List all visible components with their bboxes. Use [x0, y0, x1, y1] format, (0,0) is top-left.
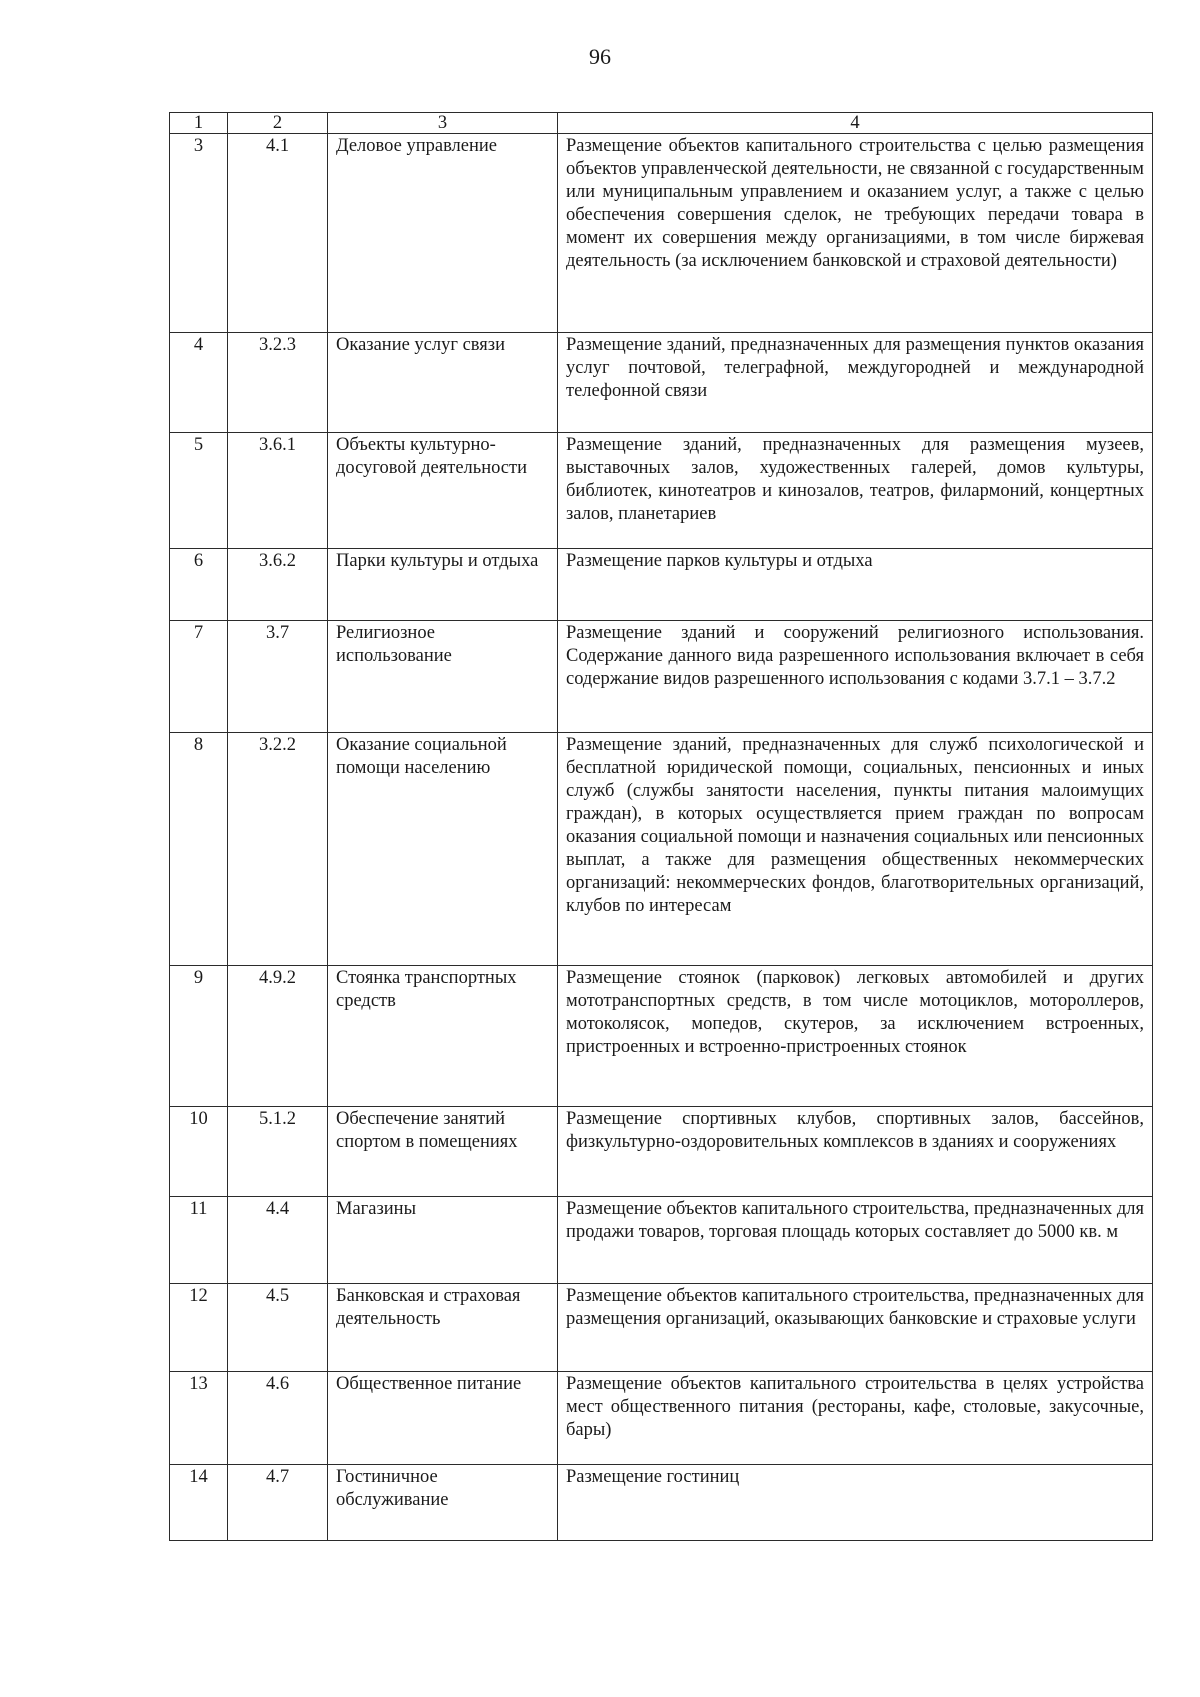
- header-row: [170, 113, 1153, 134]
- use-description: Размещение зданий, предназначенных для служб психологической и бесплатной юридической помощи, социальных, пенсионных и иных служб (службы занятости населения, пункты питания малоимущих граждан), в которых осуществляется прием граждан по вопросам оказания социальной помощи и назначения социальных или пенсионных выплат, а также для размещения общественных некоммерческих организаций: некоммерческих фондов, благотворительных организаций, клубов по интересам: [558, 733, 1153, 966]
- use-description: Размещение объектов капитального строительства, предназначенных для продажи товаров, торговая площадь которых составляет до 5000 кв. м: [558, 1197, 1153, 1284]
- use-description: Размещение стоянок (парковок) легковых автомобилей и других мототранспортных средств, в том числе мотоциклов, мотороллеров, мотоколясок, мопедов, скутеров, за исключением встроенных, пристроенных и встроенно-пристроенных стоянок: [558, 966, 1153, 1107]
- row-number: 13: [170, 1372, 228, 1465]
- use-code: 3.6.2: [228, 549, 328, 621]
- use-code: 4.9.2: [228, 966, 328, 1107]
- use-description: Размещение объектов капитального строительства в целях устройства мест общественного питания (рестораны, кафе, столовые, закусочные, бары): [558, 1372, 1153, 1465]
- use-code: 3.2.2: [228, 733, 328, 966]
- table-row: [170, 1372, 1153, 1465]
- use-code: 3.7: [228, 621, 328, 733]
- use-description: Размещение зданий, предназначенных для размещения музеев, выставочных залов, художественных галерей, домов культуры, библиотек, кинотеатров и кинозалов, театров, филармоний, концертных залов, планетариев: [558, 433, 1153, 549]
- use-name: Обеспечение занятий спортом в помещениях: [328, 1107, 558, 1197]
- row-number: 7: [170, 621, 228, 733]
- use-code: 5.1.2: [228, 1107, 328, 1197]
- use-code: 4.6: [228, 1372, 328, 1465]
- table-row: [170, 1107, 1153, 1197]
- table-row: [170, 621, 1153, 733]
- row-number: 4: [170, 333, 228, 433]
- header-col-2: 2: [228, 113, 328, 134]
- use-description: Размещение зданий, предназначенных для размещения пунктов оказания услуг почтовой, телеграфной, междугородней и международной телефонной связи: [558, 333, 1153, 433]
- use-name: Объекты культурно-досуговой деятельности: [328, 433, 558, 549]
- use-name: Оказание социальной помощи населению: [328, 733, 558, 966]
- row-number: 11: [170, 1197, 228, 1284]
- use-name: Оказание услуг связи: [328, 333, 558, 433]
- row-number: 12: [170, 1284, 228, 1372]
- use-name: Религиозное использование: [328, 621, 558, 733]
- use-description: Размещение объектов капитального строительства, предназначенных для размещения организаций, оказывающих банковские и страховые услуги: [558, 1284, 1153, 1372]
- table-row: [170, 433, 1153, 549]
- row-number: 5: [170, 433, 228, 549]
- table-row: [170, 1465, 1153, 1541]
- table-row: [170, 1284, 1153, 1372]
- table-row: [170, 134, 1153, 333]
- use-description: Размещение спортивных клубов, спортивных залов, бассейнов, физкультурно-оздоровительных комплексов в зданиях и сооружениях: [558, 1107, 1153, 1197]
- page-number: 96: [589, 44, 611, 69]
- row-number: 14: [170, 1465, 228, 1541]
- row-number: 3: [170, 134, 228, 333]
- use-name: Магазины: [328, 1197, 558, 1284]
- table-row: [170, 733, 1153, 966]
- use-description: Размещение зданий и сооружений религиозного использования. Содержание данного вида разрешенного использования включает в себя содержание видов разрешенного использования с кодами 3.7.1 – 3.7.2: [558, 621, 1153, 733]
- table-row: [170, 1197, 1153, 1284]
- header-col-4: 4: [558, 113, 1153, 134]
- use-code: 4.7: [228, 1465, 328, 1541]
- use-description: Размещение парков культуры и отдыха: [558, 549, 1153, 621]
- use-code: 4.1: [228, 134, 328, 333]
- use-name: Банковская и страховая деятельность: [328, 1284, 558, 1372]
- use-name: Гостиничное обслуживание: [328, 1465, 558, 1541]
- use-description: Размещение объектов капитального строительства с целью размещения объектов управленческой деятельности, не связанной с государственным или муниципальным управлением и оказанием услуг, а также с целью обеспечения совершения сделок, не требующих передачи товара в момент их совершения между организациями, в том числе биржевая деятельность (за исключением банковской и страховой деятельности): [558, 134, 1153, 333]
- row-number: 6: [170, 549, 228, 621]
- use-code: 4.4: [228, 1197, 328, 1284]
- use-name: Парки культуры и отдыха: [328, 549, 558, 621]
- use-description: Размещение гостиниц: [558, 1465, 1153, 1541]
- table-row: [170, 333, 1153, 433]
- row-number: 10: [170, 1107, 228, 1197]
- header-col-3: 3: [328, 113, 558, 134]
- row-number: 8: [170, 733, 228, 966]
- land-use-table: [169, 112, 1153, 1541]
- use-code: 4.5: [228, 1284, 328, 1372]
- use-name: Общественное питание: [328, 1372, 558, 1465]
- table-row: [170, 549, 1153, 621]
- header-col-1: 1: [170, 113, 228, 134]
- table-row: [170, 966, 1153, 1107]
- use-code: 3.2.3: [228, 333, 328, 433]
- use-name: Стоянка транспортных средств: [328, 966, 558, 1107]
- row-number: 9: [170, 966, 228, 1107]
- use-name: Деловое управление: [328, 134, 558, 333]
- use-code: 3.6.1: [228, 433, 328, 549]
